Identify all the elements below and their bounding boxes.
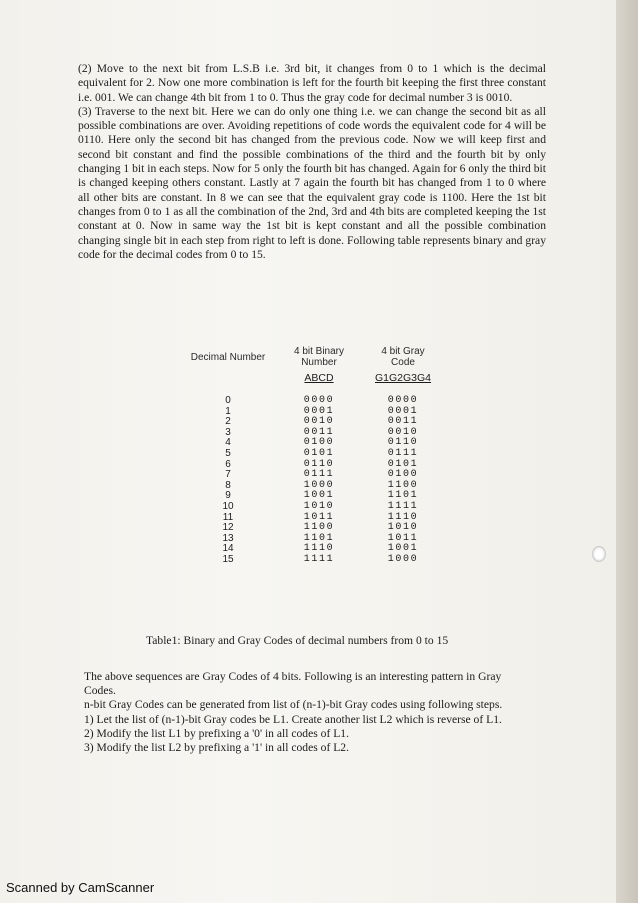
text-body-top	[78, 62, 546, 262]
scanner-watermark: Scanned by CamScanner	[6, 880, 155, 895]
gray-cell: 0111	[387, 447, 419, 459]
binary-cell: 1010	[303, 500, 335, 512]
binary-cell: 1101	[303, 532, 335, 544]
gray-cell: 0000	[387, 395, 419, 406]
binary-header: 4 bit Binary Number	[293, 346, 345, 368]
decimal-cell: 12	[222, 522, 234, 534]
binary-cell: 0101	[303, 447, 335, 459]
decimal-cell: 4	[225, 437, 231, 449]
paragraph-2: (2) Move to the next bit from L.S.B i.e. 3rd bit, it changes from 0 to 1 which is the decimal equivalent for 2. Now one more combination is left for the fourth bit keeping the first three constant i.e. 001. We can change 4th bit from 1 to 0. Thus the gray code for decimal number 3 is 0010.	[78, 62, 546, 104]
binder-hole	[592, 546, 606, 562]
decimal-cell: 13	[222, 532, 234, 544]
decimal-cell: 5	[225, 447, 231, 459]
text-body-bottom	[84, 670, 534, 755]
binary-cell: 0110	[303, 458, 335, 470]
bottom-line-1: The above sequences are Gray Codes of 4 bits. Following is an interesting pattern in Gray Codes.	[84, 670, 502, 698]
binary-column	[284, 346, 354, 565]
decimal-cell: 14	[222, 543, 234, 555]
gray-header: 4 bit Gray Code	[381, 346, 425, 368]
decimal-cell: 8	[225, 479, 231, 491]
gray-values	[368, 396, 438, 566]
binary-cell: 1100	[303, 522, 335, 534]
bottom-line-4: 2) Modify the list L1 by prefixing a '0' in all codes of L1.	[84, 726, 349, 740]
decimal-header: Decimal Number	[190, 352, 266, 363]
gray-cell: 1111	[387, 500, 419, 512]
gray-cell: 0011	[387, 416, 419, 428]
bottom-line-5: 3) Modify the list L2 by prefixing a '1' in all codes of L2.	[84, 741, 349, 755]
binary-cell: 1000	[303, 479, 335, 491]
decimal-cell: 6	[225, 458, 231, 470]
decimal-column	[188, 352, 268, 565]
gray-cell: 0001	[387, 405, 419, 417]
gray-cell: 0101	[387, 458, 419, 470]
gray-cell: 0100	[387, 469, 419, 481]
binary-cell: 0100	[303, 437, 335, 449]
gray-column	[368, 346, 438, 565]
gray-cell: 1001	[387, 543, 419, 555]
gray-cell: 0110	[387, 437, 419, 449]
binary-cell: 1110	[303, 543, 335, 555]
bottom-line-3: 1) Let the list of (n-1)-bit Gray codes be L1. Create another list L2 which is reverse of L1.	[84, 712, 502, 726]
binary-cell: 0000	[303, 395, 335, 406]
binary-cell: 0011	[303, 426, 335, 438]
binary-cell: 0010	[303, 416, 335, 428]
bottom-line-2: n-bit Gray Codes can be generated from list of (n-1)-bit Gray codes using following steps.	[84, 698, 503, 712]
binary-cell: 1011	[303, 511, 335, 523]
decimal-cell: 0	[225, 395, 231, 406]
gray-subheader: G1G2G3G4	[374, 372, 432, 384]
table-caption: Table1: Binary and Gray Codes of decimal numbers from 0 to 15	[146, 634, 449, 647]
gray-cell: 1010	[387, 522, 419, 534]
binary-cell: 1001	[303, 490, 335, 502]
decimal-cell: 2	[225, 416, 231, 428]
binary-cell: 0001	[303, 405, 335, 417]
gray-cell: 1110	[387, 511, 419, 523]
decimal-cell: 10	[222, 500, 234, 512]
binary-cell: 1111	[303, 553, 335, 565]
paragraph-3: (3) Traverse to the next bit. Here we can do only one thing i.e. we can change the second bit as all possible combinations are over. Avoiding repetitions of code words the equivalent code for 4 will be 0110. Here only the second bit has changed from the previous code. Now we will keep first and second bit constant and find the possible combinations of the third and the fourth bit by only changing 1 bit in each steps. Now for 5 only the fourth bit has changed. Again for 6 only the third bit is changed keeping others constant. Lastly at 7 again the fourth bit has changed from 1 to 0 where all other bits are constant. In 8 we can see that the equivalent gray code is 1100. Here the 1st bit changes from 0 to 1 as all the combination of the 2nd, 3rd and 4th bits are completed keeping the 1st constant at 0. Now in same way the 1st bit is kept constant and all the possible combination changing single bit in each step from right to left is done. Following table represents binary and gray code for the decimal codes from 0 to 15.	[78, 104, 546, 261]
binary-cell: 0111	[303, 469, 335, 481]
gray-cell: 1000	[387, 553, 419, 565]
decimal-cell: 9	[225, 490, 231, 502]
decimal-cell: 7	[225, 469, 231, 481]
page-edge	[616, 0, 638, 903]
decimal-cell: 3	[225, 426, 231, 438]
gray-cell: 1101	[387, 490, 419, 502]
gray-cell: 1100	[387, 479, 419, 491]
decimal-cell: 15	[222, 553, 234, 565]
decimal-cell: 1	[225, 405, 231, 417]
gray-cell: 0010	[387, 426, 419, 438]
decimal-cell: 11	[222, 511, 234, 523]
binary-subheader: ABCD	[304, 372, 334, 384]
decimal-values	[188, 396, 268, 566]
gray-cell: 1011	[387, 532, 419, 544]
binary-values	[284, 396, 354, 566]
